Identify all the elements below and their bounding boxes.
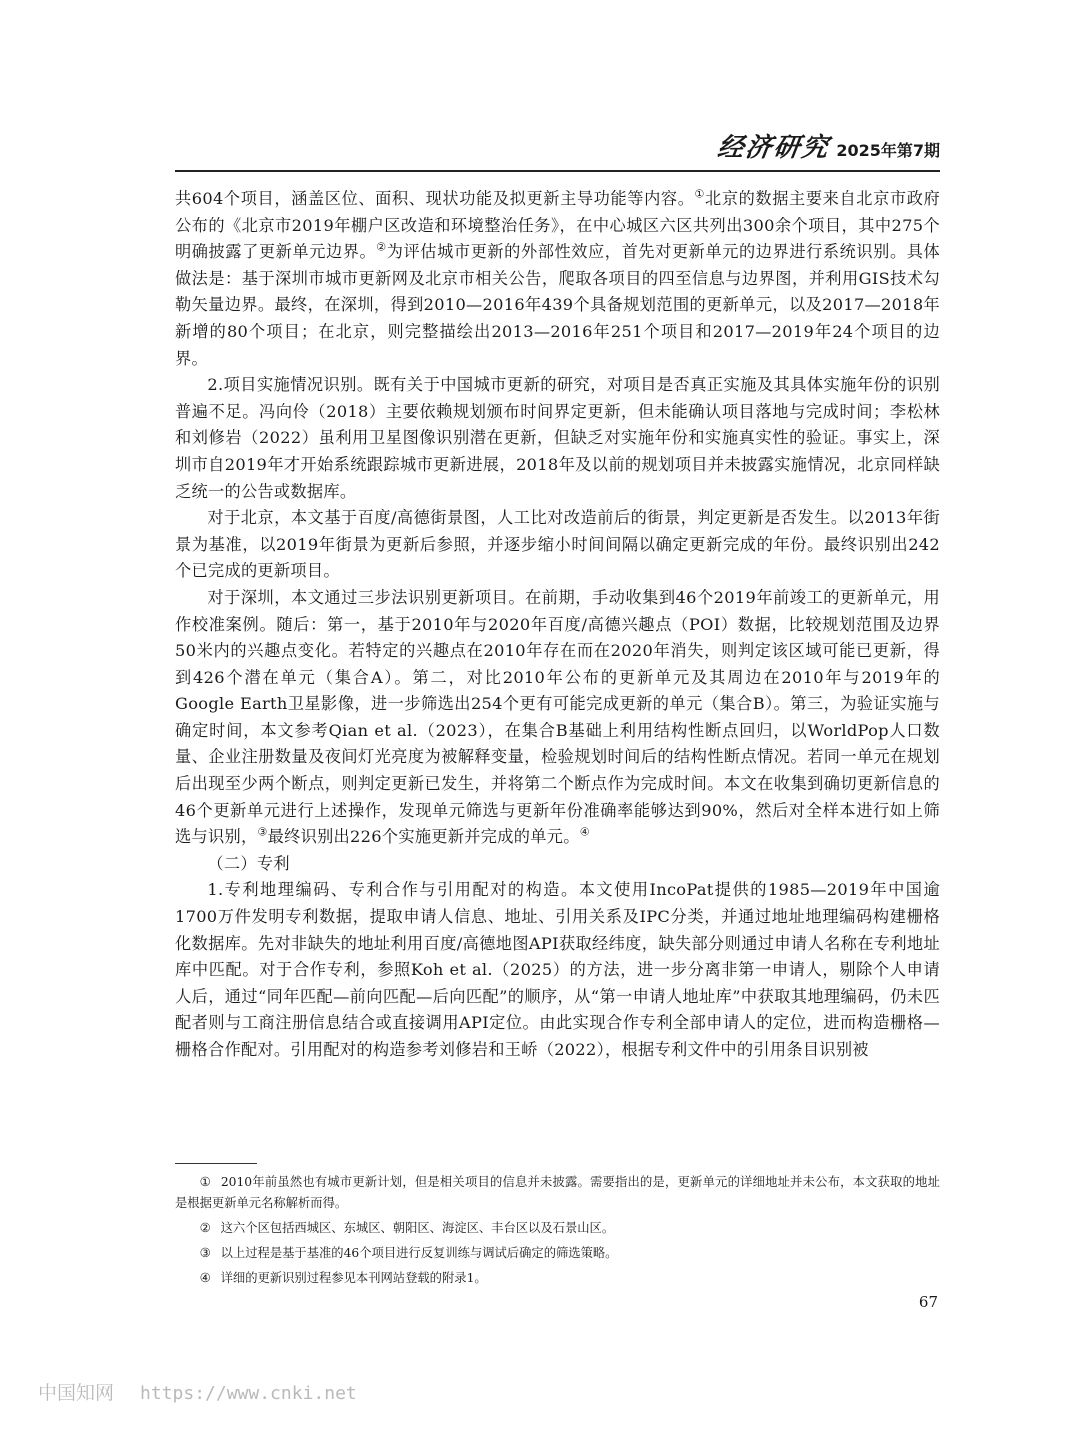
paragraph-text: （二）专利 — [207, 853, 290, 873]
footnote-mark: ① — [199, 1175, 211, 1189]
footnote-mark: ④ — [199, 1271, 211, 1285]
paragraph-text: 最终识别出226个实施更新并完成的单元。 — [267, 827, 580, 847]
paragraph — [175, 877, 940, 1063]
running-header — [175, 133, 940, 172]
paragraph — [175, 505, 940, 585]
section-heading — [175, 851, 940, 878]
paragraph — [175, 372, 940, 505]
journal-masthead — [715, 127, 940, 164]
footnote-reference[interactable]: ② — [376, 240, 387, 254]
paragraph-text: 2.项目实施情况识别。既有关于中国城市更新的研究，对项目是否真正实施及其具体实施年份的识别普遍不足。冯向伶（2018）主要依赖规划颁布时间界定更新，但未能确认项目落地与完成时间；李松林和刘修岩（2022）虽利用卫星图像识别潜在更新，但缺乏对实施年份和实施真实性的验证。事实上，深圳市自2019年才开始系统跟踪城市更新进展，2018年及以前的规划项目并未披露实施情况，北京同样缺乏统一的公告或数据库。 — [175, 375, 940, 501]
footnote-mark: ③ — [199, 1246, 211, 1260]
footnote-reference[interactable]: ③ — [257, 825, 268, 839]
body-text — [175, 186, 940, 1064]
footnote-reference[interactable]: ① — [694, 187, 706, 201]
paragraph-text: 对于深圳，本文通过三步法识别更新项目。在前期，手动收集到46个2019年前竣工的更新单元，用作校准案例。随后：第一，基于2010年与2020年百度/高德兴趣点（POI）数据，比较规划范围及边界50米内的兴趣点变化。若特定的兴趣点在2010年存在而在2020年消失，则判定该区域可能已更新，得到426个潜在单元（集合A）。第二，对比2010年公布的更新单元及其周边在2010年与2019年的Google Earth卫星影像，进一步筛选出254个更有可能完成更新的单元（集合B）。第三，为验证实施与确定时间，本文参考Qian et al.（2023），在集合B基础上利用结构性断点回归，以WorldPop人口数量、企业注册数量及夜间灯光亮度为被解释变量，检验规划时间后的结构性断点情况。若同一单元在规划后出现至少两个断点，则判定更新已发生，并将第二个断点作为完成时间。本文在收集到确切更新信息的46个更新单元进行上述操作，发现单元筛选与更新年份准确率能够达到90%，然后对全样本进行如上筛选与识别， — [175, 587, 940, 847]
footnote-separator — [175, 1163, 257, 1164]
paragraph — [175, 186, 940, 372]
footnote-text: 2010年前虽然也有城市更新计划，但是相关项目的信息并未披露。需要指出的是，更新单元的详细地址并未公布，本文获取的地址是根据更新单元名称解析而得。 — [175, 1175, 940, 1210]
footnote — [175, 1243, 940, 1264]
footnotes — [175, 1172, 940, 1293]
cnki-watermark — [38, 1378, 357, 1405]
watermark-url: https://www.cnki.net — [140, 1383, 357, 1404]
paragraph-text: 为评估城市更新的外部性效应，首先对更新单元的边界进行系统识别。具体做法是：基于深圳市城市更新网及北京市相关公告，爬取各项目的四至信息与边界图，并利用GIS技术勾勒矢量边界。最终，在深圳，得到2010—2016年439个具备规划范围的更新单元，以及2017—2018年新增的80个项目；在北京，则完整描绘出2013—2016年251个项目和2017—2019年24个项目的边界。 — [175, 242, 940, 368]
footnote — [175, 1172, 940, 1214]
footnote — [175, 1268, 940, 1289]
journal-logo: 经济研究 — [715, 133, 833, 163]
paragraph-text: 共604个项目，涵盖区位、面积、现状功能及拟更新主导功能等内容。 — [175, 189, 695, 208]
page-number: 67 — [918, 1293, 938, 1311]
journal-issue: 2025年第7期 — [836, 141, 940, 160]
footnote — [175, 1218, 940, 1239]
paragraph-text: 北京的数据主要来自北京市政府公布的《北京市2019年棚户区改造和环境整治任务》，在中心城区六区共列出300余个项目，其中275个明确披露了更新单元边界。 — [175, 189, 940, 262]
footnote-text: 以上过程是基于基准的46个项目进行反复训练与调试后确定的筛选策略。 — [220, 1246, 618, 1260]
paragraph-text: 1.专利地理编码、专利合作与引用配对的构造。本文使用IncoPat提供的1985—2019年中国逾1700万件发明专利数据，提取申请人信息、地址、引用关系及IPC分类，并通过地址地理编码构建栅格化数据库。先对非缺失的地址利用百度/高德地图API获取经纬度，缺失部分则通过申请人名称在专利地址库中匹配。对于合作专利，参照Koh et al.（2025）的方法，进一步分离非第一申请人，剔除个人申请人后，通过“同年匹配—前向匹配—后向匹配”的顺序，从“第一申请人地址库”中获取其地理编码，仍未匹配者则与工商注册信息结合或直接调用API定位。由此实现合作专利全部申请人的定位，进而构造栅格—栅格合作配对。引用配对的构造参考刘修岩和王峤（2022），根据专利文件中的引用条目识别被 — [175, 880, 940, 1059]
footnote-text: 这六个区包括西城区、东城区、朝阳区、海淀区、丰台区以及石景山区。 — [220, 1221, 615, 1235]
footnote-mark: ② — [199, 1221, 211, 1235]
footnote-text: 详细的更新识别过程参见本刊网站登载的附录1。 — [220, 1271, 487, 1285]
paragraph-text: 对于北京，本文基于百度/高德街景图，人工比对改造前后的街景，判定更新是否发生。以2013年街景为基准，以2019年街景为更新后参照，并逐步缩小时间间隔以确定更新完成的年份。最终识别出242个已完成的更新项目。 — [175, 508, 940, 581]
footnote-reference[interactable]: ④ — [579, 825, 590, 839]
paragraph — [175, 585, 940, 851]
watermark-site-name: 中国知网 — [38, 1382, 115, 1404]
